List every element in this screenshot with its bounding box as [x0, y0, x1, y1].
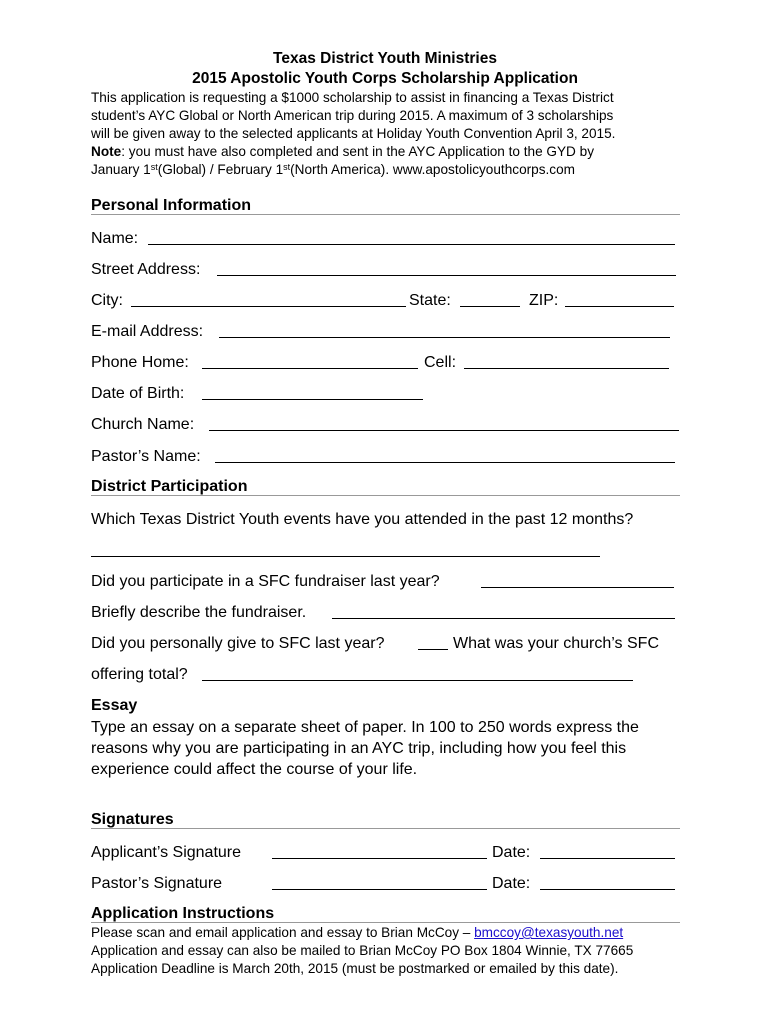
- church-field-row: [91, 414, 680, 436]
- events-answer-row: [91, 540, 680, 562]
- instructions-line-2: Application and essay can also be mailed to Brian McCoy PO Box 1804 Winnie, TX 77665: [91, 943, 634, 958]
- church-label: Church Name:: [91, 416, 195, 433]
- fundraiser-describe-label: Briefly describe the fundraiser.: [91, 604, 307, 621]
- note-text: : you must have also completed and sent in the AYC Application to the GYD by: [121, 144, 594, 159]
- district-participation-heading: District Participation: [91, 478, 248, 495]
- section-divider: [91, 828, 680, 829]
- essay-heading: Essay: [91, 697, 138, 714]
- instructions-heading: Application Instructions: [91, 905, 275, 922]
- pastor-signature-label: Pastor’s Signature: [91, 875, 223, 892]
- city-state-zip-row: [91, 290, 680, 312]
- email-field-row: [91, 321, 680, 343]
- fundraiser-question: Did you participate in a SFC fundraiser last year?: [91, 573, 440, 590]
- intro-deadlines: [91, 161, 575, 179]
- pastor-signature-row: [91, 873, 680, 895]
- state-label: State:: [409, 292, 451, 309]
- essay-line-2: reasons why you are participating in an AYC trip, including how you feel this: [91, 740, 627, 757]
- applicant-date-input-line[interactable]: [540, 858, 675, 859]
- name-input-line[interactable]: [148, 244, 675, 245]
- pastor-input-line[interactable]: [215, 462, 675, 463]
- fundraiser-describe-input-line[interactable]: [332, 618, 675, 619]
- phone-field-row: [91, 352, 680, 374]
- offering-total-input-line[interactable]: [202, 680, 633, 681]
- name-label: Name:: [91, 230, 139, 247]
- applicant-signature-row: [91, 842, 680, 864]
- intro-note: [91, 143, 594, 161]
- deadline-website: (North America). www.apostolicyouthcorps.com: [290, 162, 575, 177]
- note-label: Note: [91, 144, 122, 159]
- fundraiser-question-row: [91, 571, 680, 593]
- phone-home-label: Phone Home:: [91, 354, 189, 371]
- dob-label: Date of Birth:: [91, 385, 185, 402]
- personal-info-heading: Personal Information: [91, 197, 252, 214]
- phone-home-input-line[interactable]: [202, 368, 418, 369]
- instructions-line-1: [91, 924, 623, 941]
- section-divider: [91, 922, 680, 923]
- events-question: Which Texas District Youth events have you attended in the past 12 months?: [91, 511, 634, 528]
- dob-field-row: [91, 383, 680, 405]
- sfc-offering-question: What was your church’s SFC: [453, 635, 659, 652]
- sfc-give-input-line[interactable]: [418, 649, 448, 650]
- pastor-date-input-line[interactable]: [540, 889, 675, 890]
- offering-total-row: [91, 664, 680, 686]
- ordinal-suffix: st: [150, 162, 158, 172]
- pastor-date-label: Date:: [492, 875, 531, 892]
- ordinal-suffix: st: [283, 162, 291, 172]
- city-input-line[interactable]: [131, 306, 406, 307]
- instructions-line-3: Application Deadline is March 20th, 2015 (must be postmarked or emailed by this date).: [91, 961, 619, 976]
- zip-label: ZIP:: [529, 292, 559, 309]
- applicant-signature-line[interactable]: [272, 858, 487, 859]
- intro-line-3: will be given away to the selected applicants at Holiday Youth Convention April 3, 2015.: [91, 126, 616, 141]
- city-label: City:: [91, 292, 123, 309]
- fundraiser-input-line[interactable]: [481, 587, 674, 588]
- section-divider: [91, 495, 680, 496]
- contact-email-link[interactable]: bmccoy@texasyouth.net: [474, 925, 624, 940]
- cell-input-line[interactable]: [464, 368, 669, 369]
- state-input-line[interactable]: [460, 306, 520, 307]
- name-field-row: [91, 228, 680, 250]
- intro-line-1: This application is requesting a $1000 scholarship to assist in financing a Texas District: [91, 90, 614, 105]
- street-input-line[interactable]: [217, 275, 676, 276]
- sfc-give-question: Did you personally give to SFC last year?: [91, 635, 385, 652]
- email-input-line[interactable]: [219, 337, 670, 338]
- street-label: Street Address:: [91, 261, 201, 278]
- church-input-line[interactable]: [209, 430, 679, 431]
- document-title: Texas District Youth Ministries: [273, 50, 497, 67]
- instructions-email-text: Please scan and email application and essay to Brian McCoy –: [91, 925, 475, 940]
- cell-label: Cell:: [424, 354, 457, 371]
- offering-total-label: offering total?: [91, 666, 188, 683]
- applicant-signature-label: Applicant’s Signature: [91, 844, 242, 861]
- deadline-global-date: January 1: [91, 162, 151, 177]
- events-input-line[interactable]: [91, 556, 600, 557]
- pastor-signature-line[interactable]: [272, 889, 487, 890]
- intro-line-2: student’s AYC Global or North American trip during 2015. A maximum of 3 scholarships: [91, 108, 614, 123]
- document-subtitle: 2015 Apostolic Youth Corps Scholarship Application: [192, 70, 578, 87]
- pastor-field-row: [91, 446, 680, 468]
- fundraiser-describe-row: [91, 602, 680, 624]
- deadline-na-date: (Global) / February 1: [157, 162, 284, 177]
- pastor-label: Pastor’s Name:: [91, 448, 201, 465]
- section-divider: [91, 214, 680, 215]
- events-question-row: [91, 509, 691, 531]
- street-field-row: [91, 259, 680, 281]
- applicant-date-label: Date:: [492, 844, 531, 861]
- sfc-give-row: [91, 633, 691, 655]
- dob-input-line[interactable]: [202, 399, 423, 400]
- zip-input-line[interactable]: [565, 306, 674, 307]
- email-label: E-mail Address:: [91, 323, 204, 340]
- signatures-heading: Signatures: [91, 811, 174, 828]
- essay-line-1: Type an essay on a separate sheet of paper. In 100 to 250 words express the: [91, 719, 639, 736]
- essay-line-3: experience could affect the course of your life.: [91, 761, 418, 778]
